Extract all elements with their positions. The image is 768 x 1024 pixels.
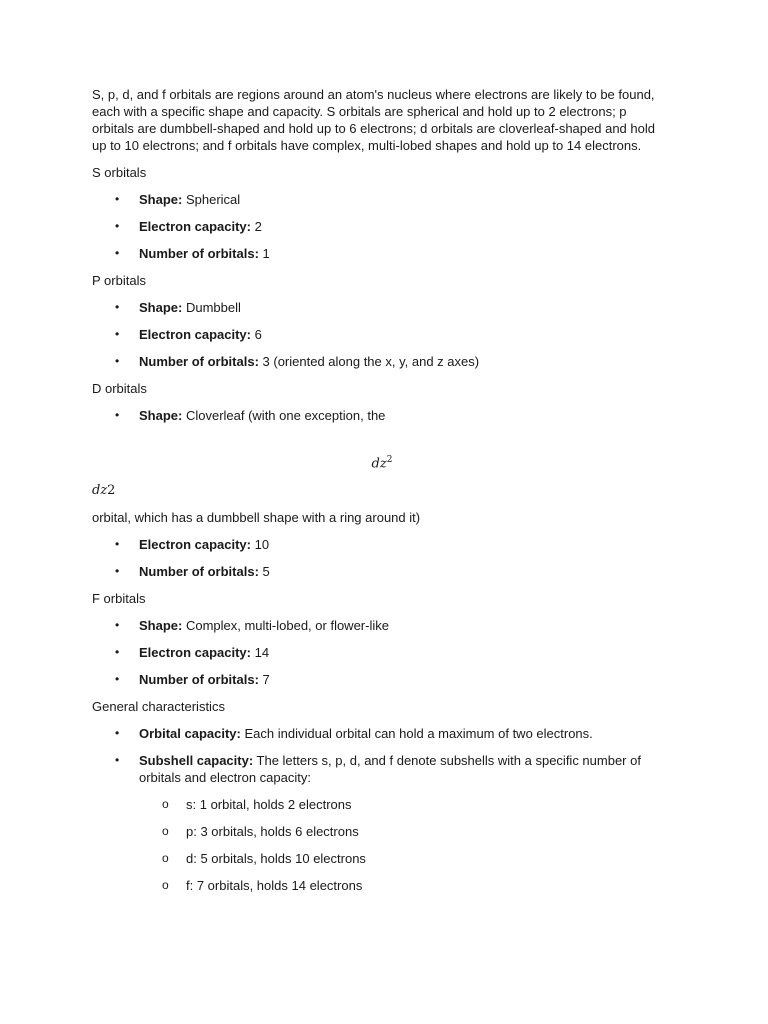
- document-page: [92, 86, 672, 904]
- f-orbital-list: [92, 617, 672, 688]
- item-value: Each individual orbital can hold a maximum of two electrons.: [240, 726, 593, 742]
- math-inline-dz2: [92, 482, 672, 499]
- list-item: [92, 536, 672, 553]
- item-value: 5: [258, 564, 270, 580]
- d-orbital-shape-list: [92, 407, 672, 424]
- item-value: 3 (oriented along the x, y, and z axes): [258, 354, 480, 369]
- list-item: [92, 191, 672, 208]
- list-item: [92, 752, 672, 894]
- subshell-list: [139, 796, 672, 894]
- list-item: [92, 353, 672, 370]
- list-item: [92, 671, 672, 688]
- general-list: [92, 725, 672, 894]
- section-heading-p: P orbitals: [92, 273, 146, 288]
- sub-list-item: o d: 5 orbitals, holds 10 electrons: [139, 850, 672, 867]
- item-label: Shape:: [139, 192, 183, 207]
- item-label: Number of orbitals:: [139, 564, 259, 580]
- item-value: The letters s, p, d, and f denote subshells with a specific number of orbitals and electron capacity:: [139, 753, 641, 786]
- math-base: dz: [371, 456, 387, 472]
- item-label: Shape:: [139, 300, 183, 315]
- section-heading-general: General characteristics: [92, 699, 225, 715]
- item-label: Electron capacity:: [139, 219, 251, 234]
- item-value: 7: [258, 672, 270, 688]
- item-label: Electron capacity:: [139, 327, 251, 342]
- intro-paragraph: S, p, d, and f orbitals are regions around an atom's nucleus where electrons are likely to be found, each with a specific shape and capacity. S orbitals are spherical and hold up to 2 electrons; p orbitals are dumbbell-shaped and hold up to 6 electrons; d orbitals are cloverleaf-shaped and hold up to 10 electrons; and f orbitals have complex, multi-lobed shapes and hold up to 14 electrons.: [92, 87, 655, 153]
- item-value: Cloverleaf (with one exception, the: [182, 408, 386, 423]
- math-suffix: 2: [107, 483, 116, 499]
- item-value: 6: [251, 327, 262, 342]
- item-label: Number of orbitals:: [139, 246, 259, 261]
- d-orbital-list: [92, 536, 672, 580]
- item-label: Shape:: [139, 408, 183, 423]
- item-label: Subshell capacity:: [139, 753, 254, 769]
- item-value: Dumbbell: [182, 300, 241, 315]
- list-item: [92, 725, 672, 742]
- item-label: Number of orbitals:: [139, 354, 259, 369]
- item-value: Complex, multi-lobed, or flower-like: [182, 618, 389, 634]
- sub-list-item: o p: 3 orbitals, holds 6 electrons: [139, 823, 672, 840]
- list-item: [92, 563, 672, 580]
- d-orbital-continuation: orbital, which has a dumbbell shape with a ring around it): [92, 510, 421, 526]
- item-value: 14: [251, 645, 270, 661]
- math-base: dz: [92, 483, 108, 499]
- list-item: [92, 326, 672, 343]
- item-value: Spherical: [182, 192, 241, 207]
- sub-list-item: o f: 7 orbitals, holds 14 electrons: [139, 877, 672, 894]
- math-display-dz2: [92, 452, 672, 472]
- math-exponent: 2: [386, 455, 393, 465]
- list-item: [92, 644, 672, 661]
- item-value: 2: [251, 219, 262, 234]
- section-heading-d: D orbitals: [92, 381, 147, 396]
- p-orbital-list: [92, 299, 672, 370]
- list-item: [92, 299, 672, 316]
- item-value: 1: [258, 246, 270, 261]
- section-heading-f: F orbitals: [92, 591, 146, 607]
- section-heading-s: S orbitals: [92, 165, 147, 180]
- sub-list-item: o s: 1 orbital, holds 2 electrons: [139, 796, 672, 813]
- list-item: [92, 407, 672, 424]
- item-label: Orbital capacity:: [139, 726, 241, 742]
- item-label: Number of orbitals:: [139, 672, 259, 688]
- s-orbital-list: [92, 191, 672, 262]
- item-label: Shape:: [139, 618, 183, 634]
- item-label: Electron capacity:: [139, 645, 251, 661]
- list-item: [92, 245, 672, 262]
- item-label: Electron capacity:: [139, 537, 251, 553]
- list-item: [92, 218, 672, 235]
- item-value: 10: [251, 537, 270, 553]
- list-item: [92, 617, 672, 634]
